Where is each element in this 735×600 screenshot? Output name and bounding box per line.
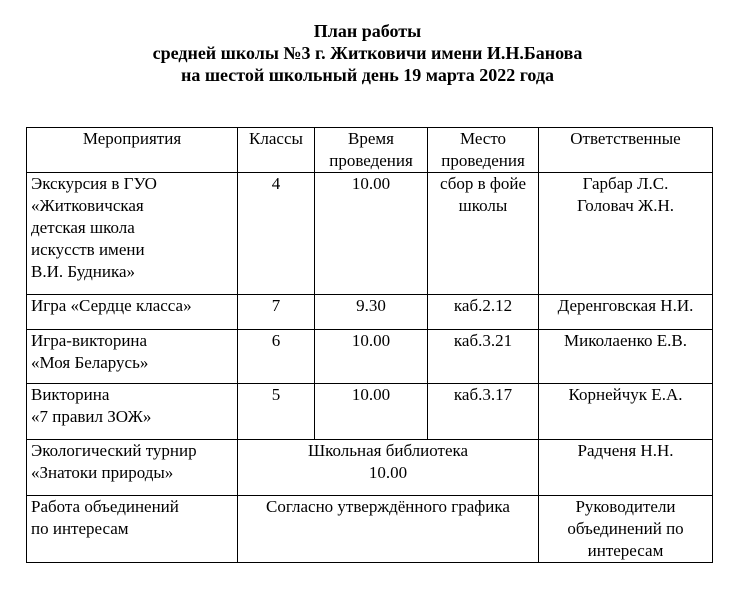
cell-responsible-line: Деренговская Н.И. (557, 296, 694, 315)
title-line-2: средней школы №3 г. Житковичи имени И.Н.Банова (152, 43, 583, 63)
cell-responsible (539, 330, 713, 384)
cell-responsible (539, 384, 713, 440)
cell-event (27, 295, 238, 330)
header-time-line-2: проведения (329, 151, 413, 170)
cell-place (428, 330, 539, 384)
cell-event-line: Экскурсия в ГУО (31, 174, 157, 193)
table-row (27, 330, 713, 384)
table-row (27, 295, 713, 330)
table-row (27, 496, 713, 563)
cell-event (27, 496, 238, 563)
cell-event-line: по интересам (31, 519, 129, 538)
cell-responsible-line: Гарбар Л.С. (582, 174, 669, 193)
cell-place (428, 384, 539, 440)
cell-time: 9.30 (315, 295, 428, 330)
table-row (27, 440, 713, 496)
cell-responsible-line: объединений по (567, 519, 684, 538)
cell-merged-line: Согласно утверждённого графика (266, 497, 510, 516)
cell-event-line: искусств имени (31, 240, 145, 259)
cell-classes: 5 (238, 384, 315, 440)
title-line-3: на шестой школьный день 19 марта 2022 года (180, 65, 555, 85)
cell-responsible (539, 295, 713, 330)
cell-event-line: Экологический турнир (31, 441, 197, 460)
cell-event-line: «7 правил ЗОЖ» (31, 407, 152, 426)
cell-responsible-line: Радченя Н.Н. (577, 441, 674, 460)
cell-responsible (539, 440, 713, 496)
cell-responsible-line: Головач Ж.Н. (576, 196, 675, 215)
cell-classes: 6 (238, 330, 315, 384)
cell-responsible-line: интересам (587, 541, 664, 560)
cell-event (27, 330, 238, 384)
header-time-line-1: Время (348, 129, 394, 148)
title-line-1: План работы (313, 21, 422, 41)
cell-place-line: каб.3.21 (453, 331, 513, 350)
page-title (0, 20, 735, 86)
cell-classes: 7 (238, 295, 315, 330)
cell-place-line: сбор в фойе (439, 174, 527, 193)
cell-place-line: школы (458, 196, 508, 215)
cell-responsible (539, 173, 713, 295)
schedule-table (26, 127, 713, 563)
table-row (27, 384, 713, 440)
cell-merged-place-time (238, 496, 539, 563)
cell-event-line: Викторина (31, 385, 110, 404)
header-place-line-1: Место (459, 129, 507, 148)
cell-merged-place-time (238, 440, 539, 496)
table-row (27, 173, 713, 295)
cell-event-line: В.И. Будника» (31, 262, 136, 281)
header-time (315, 128, 428, 173)
cell-place (428, 173, 539, 295)
cell-classes: 4 (238, 173, 315, 295)
cell-event-line: Игра-викторина (31, 331, 148, 350)
cell-place-line: каб.3.17 (453, 385, 513, 404)
cell-event-line: «Житковичская (31, 196, 144, 215)
cell-event-line: «Знатоки природы» (31, 463, 174, 482)
cell-time: 10.00 (315, 384, 428, 440)
cell-time: 10.00 (315, 173, 428, 295)
cell-time: 10.00 (315, 330, 428, 384)
cell-responsible-line: Корнейчук Е.А. (568, 385, 683, 404)
cell-event-line: детская школа (31, 218, 135, 237)
cell-responsible-line: Миколаенко Е.В. (564, 331, 687, 350)
cell-event-line: «Моя Беларусь» (31, 353, 149, 372)
cell-merged-line: Школьная библиотека (307, 441, 469, 460)
table-header-row (27, 128, 713, 173)
cell-place (428, 295, 539, 330)
cell-event (27, 384, 238, 440)
cell-responsible-line: Руководители (575, 497, 676, 516)
cell-event-line: Работа объединений (31, 497, 179, 516)
cell-responsible (539, 496, 713, 563)
header-event: Мероприятия (27, 128, 238, 173)
header-place (428, 128, 539, 173)
cell-place-line: каб.2.12 (453, 296, 513, 315)
cell-event (27, 440, 238, 496)
header-place-line-2: проведения (441, 151, 525, 170)
cell-event-line: Игра «Сердце класса» (31, 296, 192, 315)
header-responsible: Ответственные (539, 128, 713, 173)
cell-merged-line: 10.00 (368, 463, 408, 482)
cell-event (27, 173, 238, 295)
header-classes: Классы (238, 128, 315, 173)
